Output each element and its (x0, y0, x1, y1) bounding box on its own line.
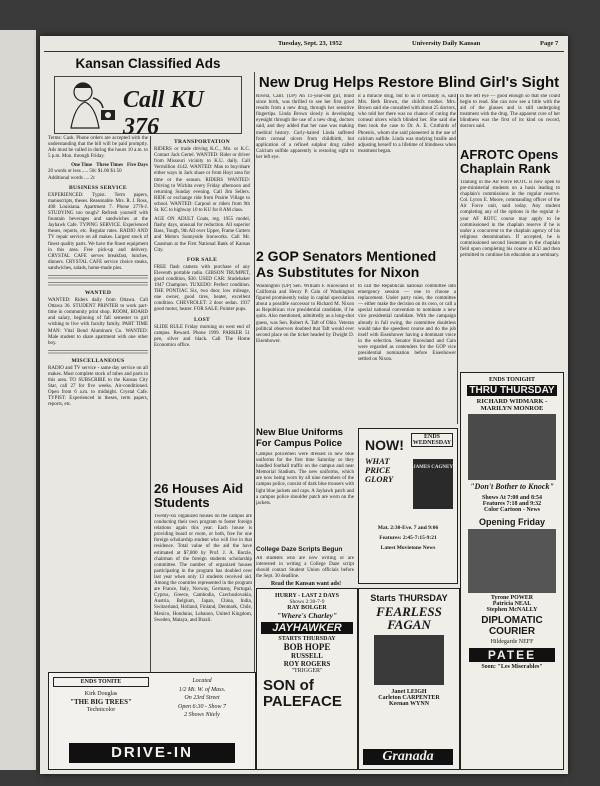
granada-starts: Starts THURSDAY (370, 593, 448, 603)
misc-text: AGE ON ADULT Coats, reg. 1955 model, flashy days, unusual for reduction. All superior Bass, Tough, 9th All over Upper, Frame Cutters and Motors Sunnyside Ironworks. Call Mr. Causman at the First National Bank of Kansas City. (154, 217, 250, 253)
patee-star2: Patricia NEAL (492, 601, 532, 607)
rate-table (48, 163, 148, 181)
newspaper-page (40, 36, 568, 774)
jayhawker-shows: Shows 2:30-7-9 (289, 599, 325, 605)
patee-poster1 (468, 414, 556, 480)
section-text: WANTED: Riders daily from Ottawa. Call Ottawa 36. STUDENT PRINTER to work part-time in community print shop. ROOM, BOARD and salary, beginning of fall semester to girl wishing to live with faculty family. PART TIME MAN: Vital Bend Aluminum Co. WANTED: Male student to share apartment with one other boy. (48, 298, 148, 346)
drivein-hours: Open 6:30 - Show 7 (178, 703, 226, 710)
aid-story (154, 514, 252, 690)
granada-name: Granada (363, 749, 453, 765)
patee-stars: RICHARD WIDMARK - MARILYN MONROE (476, 398, 548, 412)
varsity-ad (358, 428, 458, 584)
uniforms-headline: New Blue Uniforms For Campus Police (256, 427, 344, 449)
rate-head-1: One Time (71, 163, 93, 169)
drivein-ends: ENDS TONITE (53, 677, 149, 687)
afrotc-headline: AFROTC Opens Chaplain Rank (460, 147, 559, 176)
section-text: RADIO and TV service - same day service on all makes. Must complete stock of tubes and parts in this area. TO SUBSCRIBE to the Kansas City Star, call 27 for five weeks. Air-conditioned. Open from 6 a.m. to midnight. Crystal Cafe. TYPIST: Experienced in theses, term papers, reports, etc. (48, 365, 148, 408)
patee-title2: DIPLOMATIC COURIER (481, 615, 543, 637)
granada-star3: Keenan WYNN (388, 701, 430, 707)
college-daze-story: All students who are now writing or are interested in writing a College Daze script should contact Student Union officials before the Sept. 30 deadline. (256, 556, 354, 578)
patee-title: "Don't Bother to Knock" (470, 482, 554, 491)
transportation-head: TRANSPORTATION (173, 139, 230, 145)
for-sale-head: FOR SALE (186, 256, 218, 263)
classified-column (48, 136, 148, 412)
granada-star1: Janet LEIGH (391, 689, 427, 695)
patee-opening: Opening Friday (478, 517, 545, 527)
section-head: MISCELLANEOUS (71, 357, 125, 364)
varsity-news: Latest Movietone News (380, 545, 436, 551)
granada-poster (374, 635, 444, 685)
drivein-color: Technicolor (86, 707, 116, 713)
transportation-text: RIDERS or trade driving K.C., Mo. or K.C. Contact Jack Gertel. WANTED: Rider or driver from Missouri vicinity to K.U. daily. Call Vermillion 4142. WANTED: Man to buy/share either ways in Jack share or from Hoyt area for time or the season. RIDERS WANTED: Driving to Wichita every Friday afternoon and returning Sunday evening. Call Jim Sellers. RIDE or exchange ride from Prairie Village to school. WANTED: Carpool or riders from 9th St. KC to highway 10 to KU for 8 AM class. (154, 147, 250, 214)
drive-in-ad (48, 672, 256, 770)
afrotc-story: Training in the Air Force ROTC is now open to pre-ministerial students on a basis leading to chaplain's commissions in the regular reserve. Col. Lyron E. Moore, commanding officer of the Air Force unit, said today. Any student completing any of the options in the regular 4-year AF ROTC course may apply to be commissioned in the chaplain reserve if he is under a concurrent to the chaplain agency of his religious denomination. If accepted, he is commissioned second lieutenant in the chaplain field upon completing his course at KU and then permitted to continue his education at a seminary. (460, 180, 560, 259)
jayhawker-hurry: HURRY - LAST 2 DAYS (275, 593, 339, 599)
varsity-now: NOW! (365, 437, 404, 453)
jayhawker-star5: "TRIGGER" (291, 668, 323, 674)
header-page: Page 7 (540, 40, 559, 47)
rate-row: Additional words .... 2c (48, 175, 96, 181)
varsity-title: WHAT PRICE GLORY (365, 456, 394, 484)
gop-headline: 2 GOP Senators Mentioned As Substitutes for Nixon (256, 248, 437, 280)
gop-story-col2: to call the Republican national committee into emergency session — one to choose a replacement. Under party rules, the committee — either make the decision on its own, or call a special national convention to nominate a new vice presidential candidate. With the campaign already in full swing, the committee doubtless would take the speediest course and do the job itself with Eisenhower having a dominant voice in the selection. Senator Knowland and Cain were regarded as contenders for the GOP vice presidential nomination before Eisenhower settled on Nixon. (358, 284, 456, 363)
varsity-features: Features: 2:45-7:15-9:21 (379, 535, 437, 541)
header-date: Tuesday, Sept. 23, 1952 (278, 40, 343, 47)
jayhawker-star: RAY BOLGER (287, 605, 327, 611)
call-box (54, 76, 242, 140)
patee-times: Shows At 7:00 and 8:54 (481, 495, 542, 501)
section-head: BUSINESS SERVICE (69, 184, 127, 191)
jayhawker-star2: BOB HOPE (283, 642, 331, 652)
drug-headline: New Drug Helps Restore Blind Girl's Sight (258, 74, 560, 91)
drivein-street: On 23rd Street (184, 695, 220, 701)
classified-rates-intro: Terms: Cash. Phone orders are accepted with the understanding that the bill will be paid promptly. Ads must be called in during the hours 10 a.m. to 5 p.m. Mon. through Friday. (48, 136, 148, 160)
college-daze-headline: College Daze Scripts Begun (256, 546, 343, 553)
patee-ends: ENDS TONIGHT (489, 377, 535, 383)
header-rule (44, 51, 564, 52)
drug-story-col1: Rivera, Calif. (UP) An 11-year-old girl, blind since birth, was thrilled to see her first good results from a new drug, through her sensitive fingertips. Linda Brown slowly is developing eyesight through the use of a new drug, doctors said, and they added that her case was making medical history. Curly-haired Linda suffered from corneal ulcers from childbirth, but application of a refined sulphur drug called Calcium sulfide apparently is restoring sight to her left eye. (256, 94, 354, 160)
varsity-ends: ENDS WEDNESDAY (412, 434, 452, 446)
patee-star3: Stephen McNALLY (486, 607, 538, 613)
for-sale-text: FREE flash camera with purchase of any Eleventh portable radio. GIBSON TRUMPET, good condition, $30. USED CAR: Studebaker 1947 Champion. TUXEDO: Perfect condition. THE PONTIAC Six, two door, low mileage, one owner, good tires, heater, excellent condition. CHEVROLET: 2 door sedan. 1937 good motor, heater. FOR SALE: Pointer pups. (154, 264, 250, 313)
drivein-shows: 2 Shows Nitely (184, 712, 220, 718)
previous-page-edge (0, 30, 36, 770)
patee-ad (460, 372, 564, 770)
patee-thru: THRU THURSDAY (467, 385, 557, 396)
jayhawker-feature: "Where's Charley" (276, 611, 338, 620)
jayhawker-starts: STARTS THURSDAY (278, 636, 336, 642)
aid-headline: 26 Houses Aid Students (154, 481, 244, 510)
patee-soon: Soon: "Les Miserables" (481, 664, 543, 670)
jayhawker-ad (256, 588, 358, 770)
drivein-star: Kirk Douglas (84, 691, 118, 697)
uniforms-story: Campus policemen were dressed in new blue uniforms for the first time Saturday so they handled football traffic on the campus and near Memorial Stadium. The new uniforms, which are now being worn by all nine members of the campus police, consist of dark blue trousers with light blue jackets and caps. A Jayhawk patch and a campus police shoulder patch are worn on the jackets. (256, 452, 354, 506)
patee-extra: Hildegarde NEFF (490, 639, 534, 645)
transportation-column (154, 136, 250, 352)
jayhawker-feature2: SON of PALEFACE (263, 677, 342, 710)
lost-head: LOST (193, 316, 211, 323)
gop-story-col1: Washington (UP) Sen. William F. Knowland of California and Henry P. Cain of Washington figured prominently today in capital speculation about a possible successor to Richard M. Nixon as Republican vice presidential candidate, if he quits. Also mentioned, admittedly as a long-shot guess, was Sen. Robert A. Taft of Ohio. Veteran political observers doubted that Taft would ever second place on the ticket headed by Dwight D. Eisenhower. (256, 284, 354, 344)
rate-row: 20 words or less ..... 50c $1.00 $1.50 (48, 169, 122, 175)
call-number: Call KU 376 (123, 87, 204, 140)
lost-text: SLIDE RULE Friday morning on west end of campus. Reward. Phone 1999. PARKER 51 pen, silver and black. Call The Home Economics office. (154, 324, 250, 348)
read-want-ads: Read the Kansan want ads! (270, 581, 342, 587)
patee-features: Features 7:18 and 9:32 (482, 501, 542, 507)
drug-story-col3: in the left eye — good enough so that she could begin to read. She can now see a little with the aid of the glasses and is still undergoing treatment with the drug. The apparent cure of her blindness was the first of its kind on record, doctors said. (460, 94, 560, 130)
patee-star1: Tyrone POWER (490, 595, 534, 601)
telephone-girl-illustration (57, 78, 125, 132)
drivein-located: Located (192, 678, 212, 684)
jayhawker-star3: RUSSELL (291, 652, 323, 660)
granada-title: FEARLESS FAGAN (376, 604, 442, 632)
section-head: WANTED (84, 289, 112, 296)
drivein-distance: 1/2 Mi. W. of Mass. (178, 686, 226, 693)
drivein-title: "THE BIG TREES" (70, 698, 132, 706)
granada-ad (358, 588, 460, 770)
patee-name: PATEE (469, 648, 555, 662)
rate-head-3: Five Days (127, 163, 148, 169)
jayhawker-name: JAYHAWKER (261, 622, 353, 634)
drivein-name: DRIVE-IN (69, 743, 235, 763)
header-paper: University Daily Kansan (412, 40, 481, 47)
patee-poster2 (468, 529, 556, 593)
jayhawker-star4: ROY ROGERS (283, 660, 331, 668)
patee-cartoon: Color Cartoon - News (483, 507, 541, 513)
aid-text: Twenty-six organized houses on the campus are conducting their own program to foster foreign relations again this year. Each house is providing board or room, or both, free for one foreign scholarship student who will live in that residence. Total value of the aid the have estimated at $7,800 by Prof. J. A. Burzle, chairman of the foreign students scholarship committee. The number of organized houses participating in the program has doubled over last year when only 13 students received aid. Among the countries represented in the program are France, Italy, Norway, Germany, Portugal, Cyprus, Greece, Cambodia, Czechoslovakia, Austria, Belgium, Japan, China, India, Switzerland, Holland, Finland, Denmark, Chile, Mexico, Honduras, Lebanon, United Kingdom, Sweden, Malaya, and Brazil. (154, 514, 252, 623)
section-text: EXPERIENCED: Typist. Term papers, manuscripts, theses. Reasonable. Mrs. R. J. Ross, 408 Louisiana. Apartment 7. Phone 2776-J. STUDYING too tough? Refresh yourself with fountain beverages and sandwiches at the Jayhawk Cafe. TYPING SERVICE. Experienced theses, reports, etc. Regular rates. RADIO AND TV repair service on all makes. Largest stock of finest quality parts. We have the finest equipment in this area. Free pick-up and delivery. CRYSTAL CAFE serves breakfast, lunches, dinners. CRYSTAL CAFE service choice steaks, sandwiches, salads, home-made pies. (48, 192, 148, 271)
varsity-times: Mat. 2:30-Eve. 7 and 9:06 (377, 525, 439, 531)
varsity-stars: JAMES CAGNEY (413, 465, 453, 470)
rate-head-2: Three Times (96, 163, 124, 169)
drug-story-col2: it a miracle drug, but to us it certainly is, said Mrs. Beth Brown, the child's mother. Mrs. Brown said she consulted with about 25 doctors, who told her there was no chance of curing the corneal ulcers which blinded her. She said she then took the case to Dr. A. E. Cruthirds of Phoenix, whom she said pioneered in the use of calcium sulfide. Linda was studying braille and adjusting herself to a lifetime of blindness when treatment began. (358, 94, 456, 154)
classified-title: Kansan Classified Ads (75, 56, 221, 71)
granada-star2: Carleton CARPENTER (378, 695, 440, 701)
